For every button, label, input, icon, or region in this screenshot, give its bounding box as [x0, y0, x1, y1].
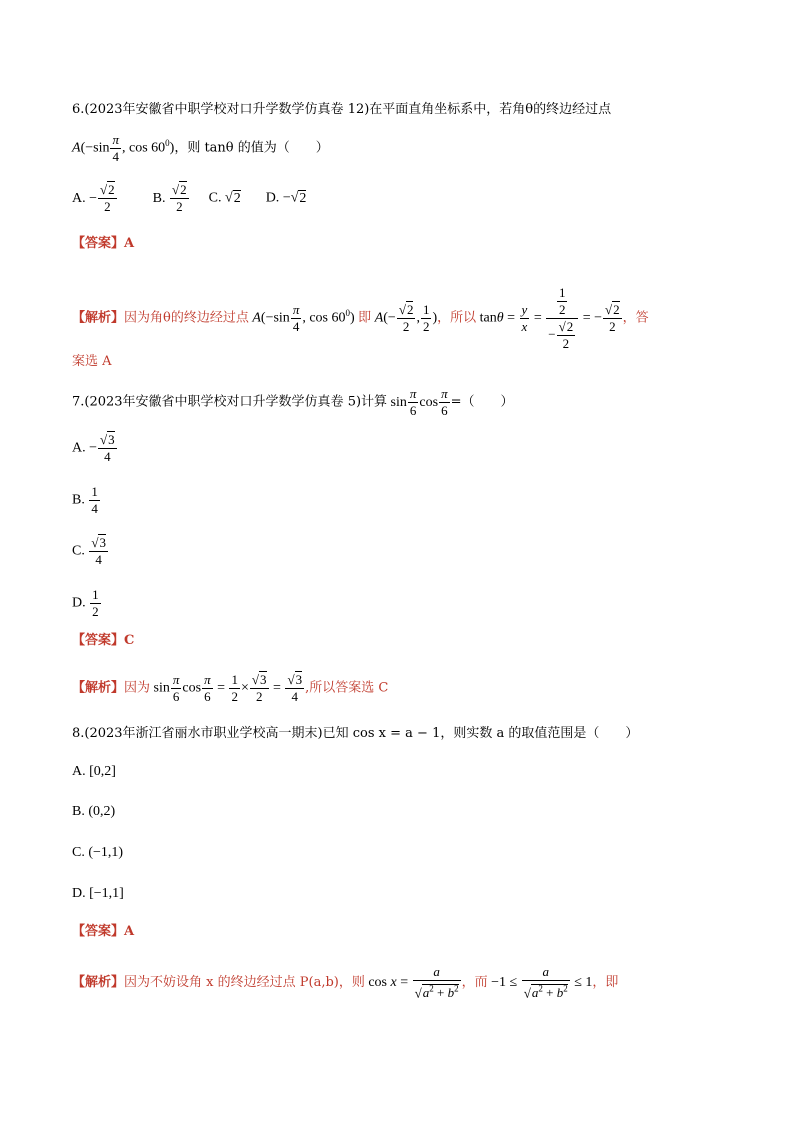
q6-analysis: 【解析】因为角θ的终边经过点 A(−sin $\frac{\pi}{4}$ , $\cos 60^0$) 即 A(− $\frac{√2}{2}$ , $\frac{1}{2}$ )，所以 tanθ = $\frac{y}{x}$ = $\frac{1}{2}$ − $\frac{√2}{2}$ = − $\frac{√2}{2}$ ，答: [72, 285, 649, 351]
q8-option-c: C. (−1,1): [72, 845, 124, 860]
q7-option-b: B. $\frac{1}{4}$: [72, 484, 98, 516]
q7-option-a: A. − $\frac{√3}{4}$: [72, 432, 115, 464]
q6-option-a: A. − $\frac{√2}{2}$: [72, 182, 115, 214]
q8-stem: 8.(2023年浙江省丽水市职业学校高一期末)已知 cos x = a − 1，则实数 a 的取值范围是（ ）: [72, 726, 639, 741]
q7-option-c: C. $\frac{√3}{4}$: [72, 535, 106, 567]
q6-stem-tail: ，则 tanθ 的值为（ ）: [174, 140, 329, 156]
q6-answer: 【答案】A: [72, 236, 135, 251]
q8-option-a: A. [0,2]: [72, 764, 116, 779]
q6-option-b: B. $\frac{√2}{2}$: [152, 182, 187, 214]
q7-answer: 【答案】C: [72, 633, 135, 648]
q7-stem: 7.(2023年安徽省中职学校对口升学数学仿真卷 5)计算 sin $\frac{\pi}{6}$ cos $\frac{\pi}{6}$ =（ ）: [72, 386, 514, 418]
q7-option-d: D. $\frac{1}{2}$: [72, 587, 99, 619]
q6-option-d: D. −√2: [265, 190, 307, 206]
q8-option-d: D. [−1,1]: [72, 886, 124, 901]
q8-option-b: B. (0,2): [72, 804, 116, 819]
q8-answer: 【答案】A: [72, 924, 135, 939]
q6-point-line: A(−sin $\frac{\pi}{4}$ , $\cos 60^0$)，则 tanθ 的值为（ ）: [72, 132, 329, 164]
q6-analysis-cont: 案选 A: [72, 354, 112, 369]
q6-options: [72, 182, 306, 215]
q6-stem: 6.(2023年安徽省中职学校对口升学数学仿真卷 12)在平面直角坐标系中，若角θ的终边经过点: [72, 102, 612, 117]
q7-analysis: 【解析】因为 sin $\frac{\pi}{6}$ cos $\frac{\pi}{6}$ = $\frac{1}{2}$ × $\frac{√3}{2}$ = $\frac{√3}{4}$ ,所以答案选 C: [72, 672, 389, 704]
q8-analysis: 【解析】因为不妨设角 x 的终边经过点 P(a,b)，则 cos x = $\frac{a}{√a^2 + b^2}$ ，而 −1 ≤ $\frac{a}{√a^2 + b^2}$ ≤ 1，即: [72, 964, 619, 1001]
q6-option-c: C. √2: [208, 190, 241, 206]
